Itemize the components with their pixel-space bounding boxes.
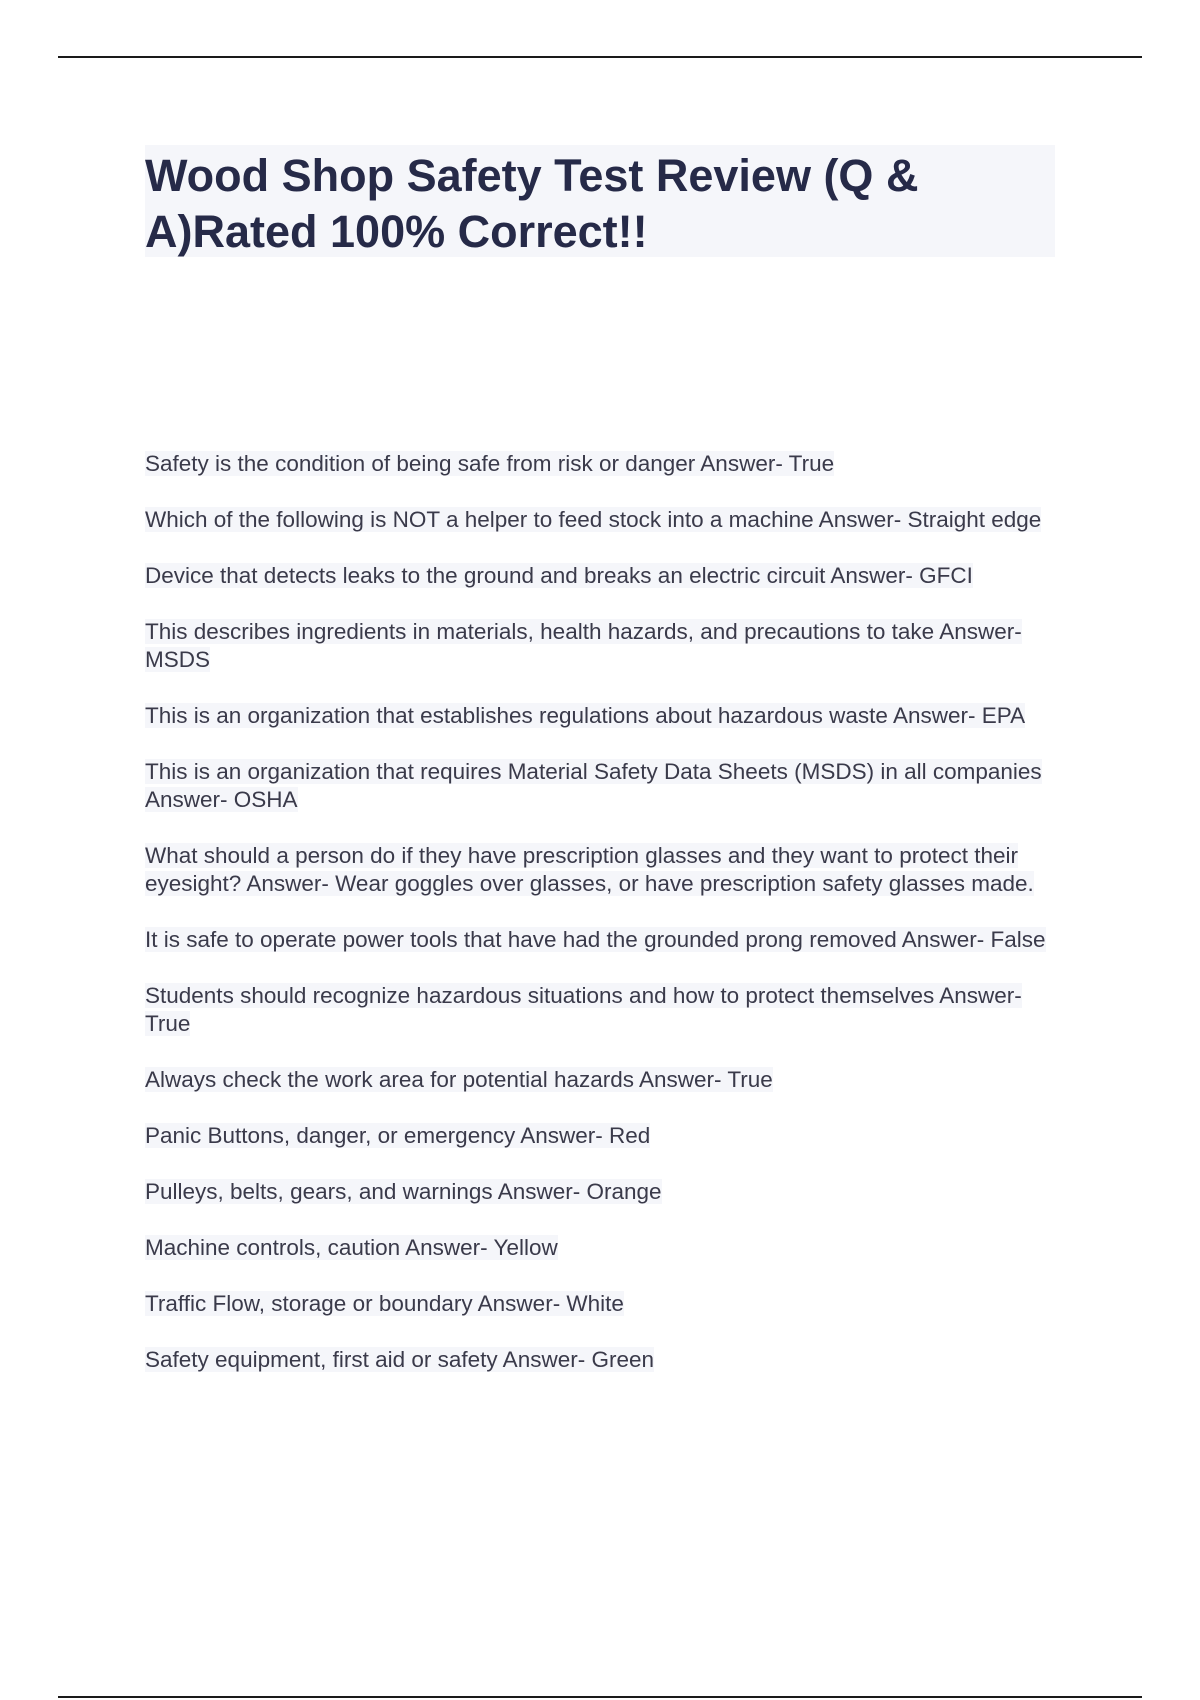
- qa-text: Always check the work area for potential hazards Answer- True: [145, 1067, 773, 1092]
- list-item: [145, 1290, 1065, 1318]
- qa-text: Panic Buttons, danger, or emergency Answer- Red: [145, 1123, 651, 1148]
- qa-text: Which of the following is NOT a helper to feed stock into a machine Answer- Straight edge: [145, 507, 1042, 532]
- list-item: [145, 1234, 1065, 1262]
- qa-text: This describes ingredients in materials, health hazards, and precautions to take Answer- MSDS: [145, 619, 1022, 672]
- list-item: [145, 842, 1065, 898]
- qa-text: Students should recognize hazardous situations and how to protect themselves Answer- True: [145, 983, 1022, 1036]
- qa-text: What should a person do if they have prescription glasses and they want to protect their eyesight? Answer- Wear goggles over glasses, or have prescription safety glasses made.: [145, 843, 1034, 896]
- list-item: [145, 758, 1065, 814]
- list-item: [145, 982, 1065, 1038]
- qa-list: [145, 450, 1065, 1402]
- qa-text: Safety is the condition of being safe from risk or danger Answer- True: [145, 451, 835, 476]
- list-item: [145, 1122, 1065, 1150]
- qa-text: Traffic Flow, storage or boundary Answer- White: [145, 1291, 624, 1316]
- top-rule: [58, 56, 1142, 58]
- qa-text: Machine controls, caution Answer- Yellow: [145, 1235, 558, 1260]
- list-item: [145, 618, 1065, 674]
- qa-text: This is an organization that requires Material Safety Data Sheets (MSDS) in all companies Answer- OSHA: [145, 759, 1042, 812]
- list-item: [145, 506, 1065, 534]
- list-item: [145, 702, 1065, 730]
- qa-text: Safety equipment, first aid or safety Answer- Green: [145, 1347, 654, 1372]
- page-title: Wood Shop Safety Test Review (Q & A)Rated 100% Correct!!: [145, 150, 919, 257]
- list-item: [145, 1066, 1065, 1094]
- list-item: [145, 1178, 1065, 1206]
- qa-text: It is safe to operate power tools that have had the grounded prong removed Answer- False: [145, 927, 1046, 952]
- list-item: [145, 450, 1065, 478]
- bottom-rule: [58, 1696, 1142, 1698]
- list-item: [145, 562, 1065, 590]
- qa-text: This is an organization that establishes regulations about hazardous waste Answer- EPA: [145, 703, 1026, 728]
- qa-text: Pulleys, belts, gears, and warnings Answer- Orange: [145, 1179, 662, 1204]
- list-item: [145, 926, 1065, 954]
- list-item: [145, 1346, 1065, 1374]
- qa-text: Device that detects leaks to the ground and breaks an electric circuit Answer- GFCI: [145, 563, 973, 588]
